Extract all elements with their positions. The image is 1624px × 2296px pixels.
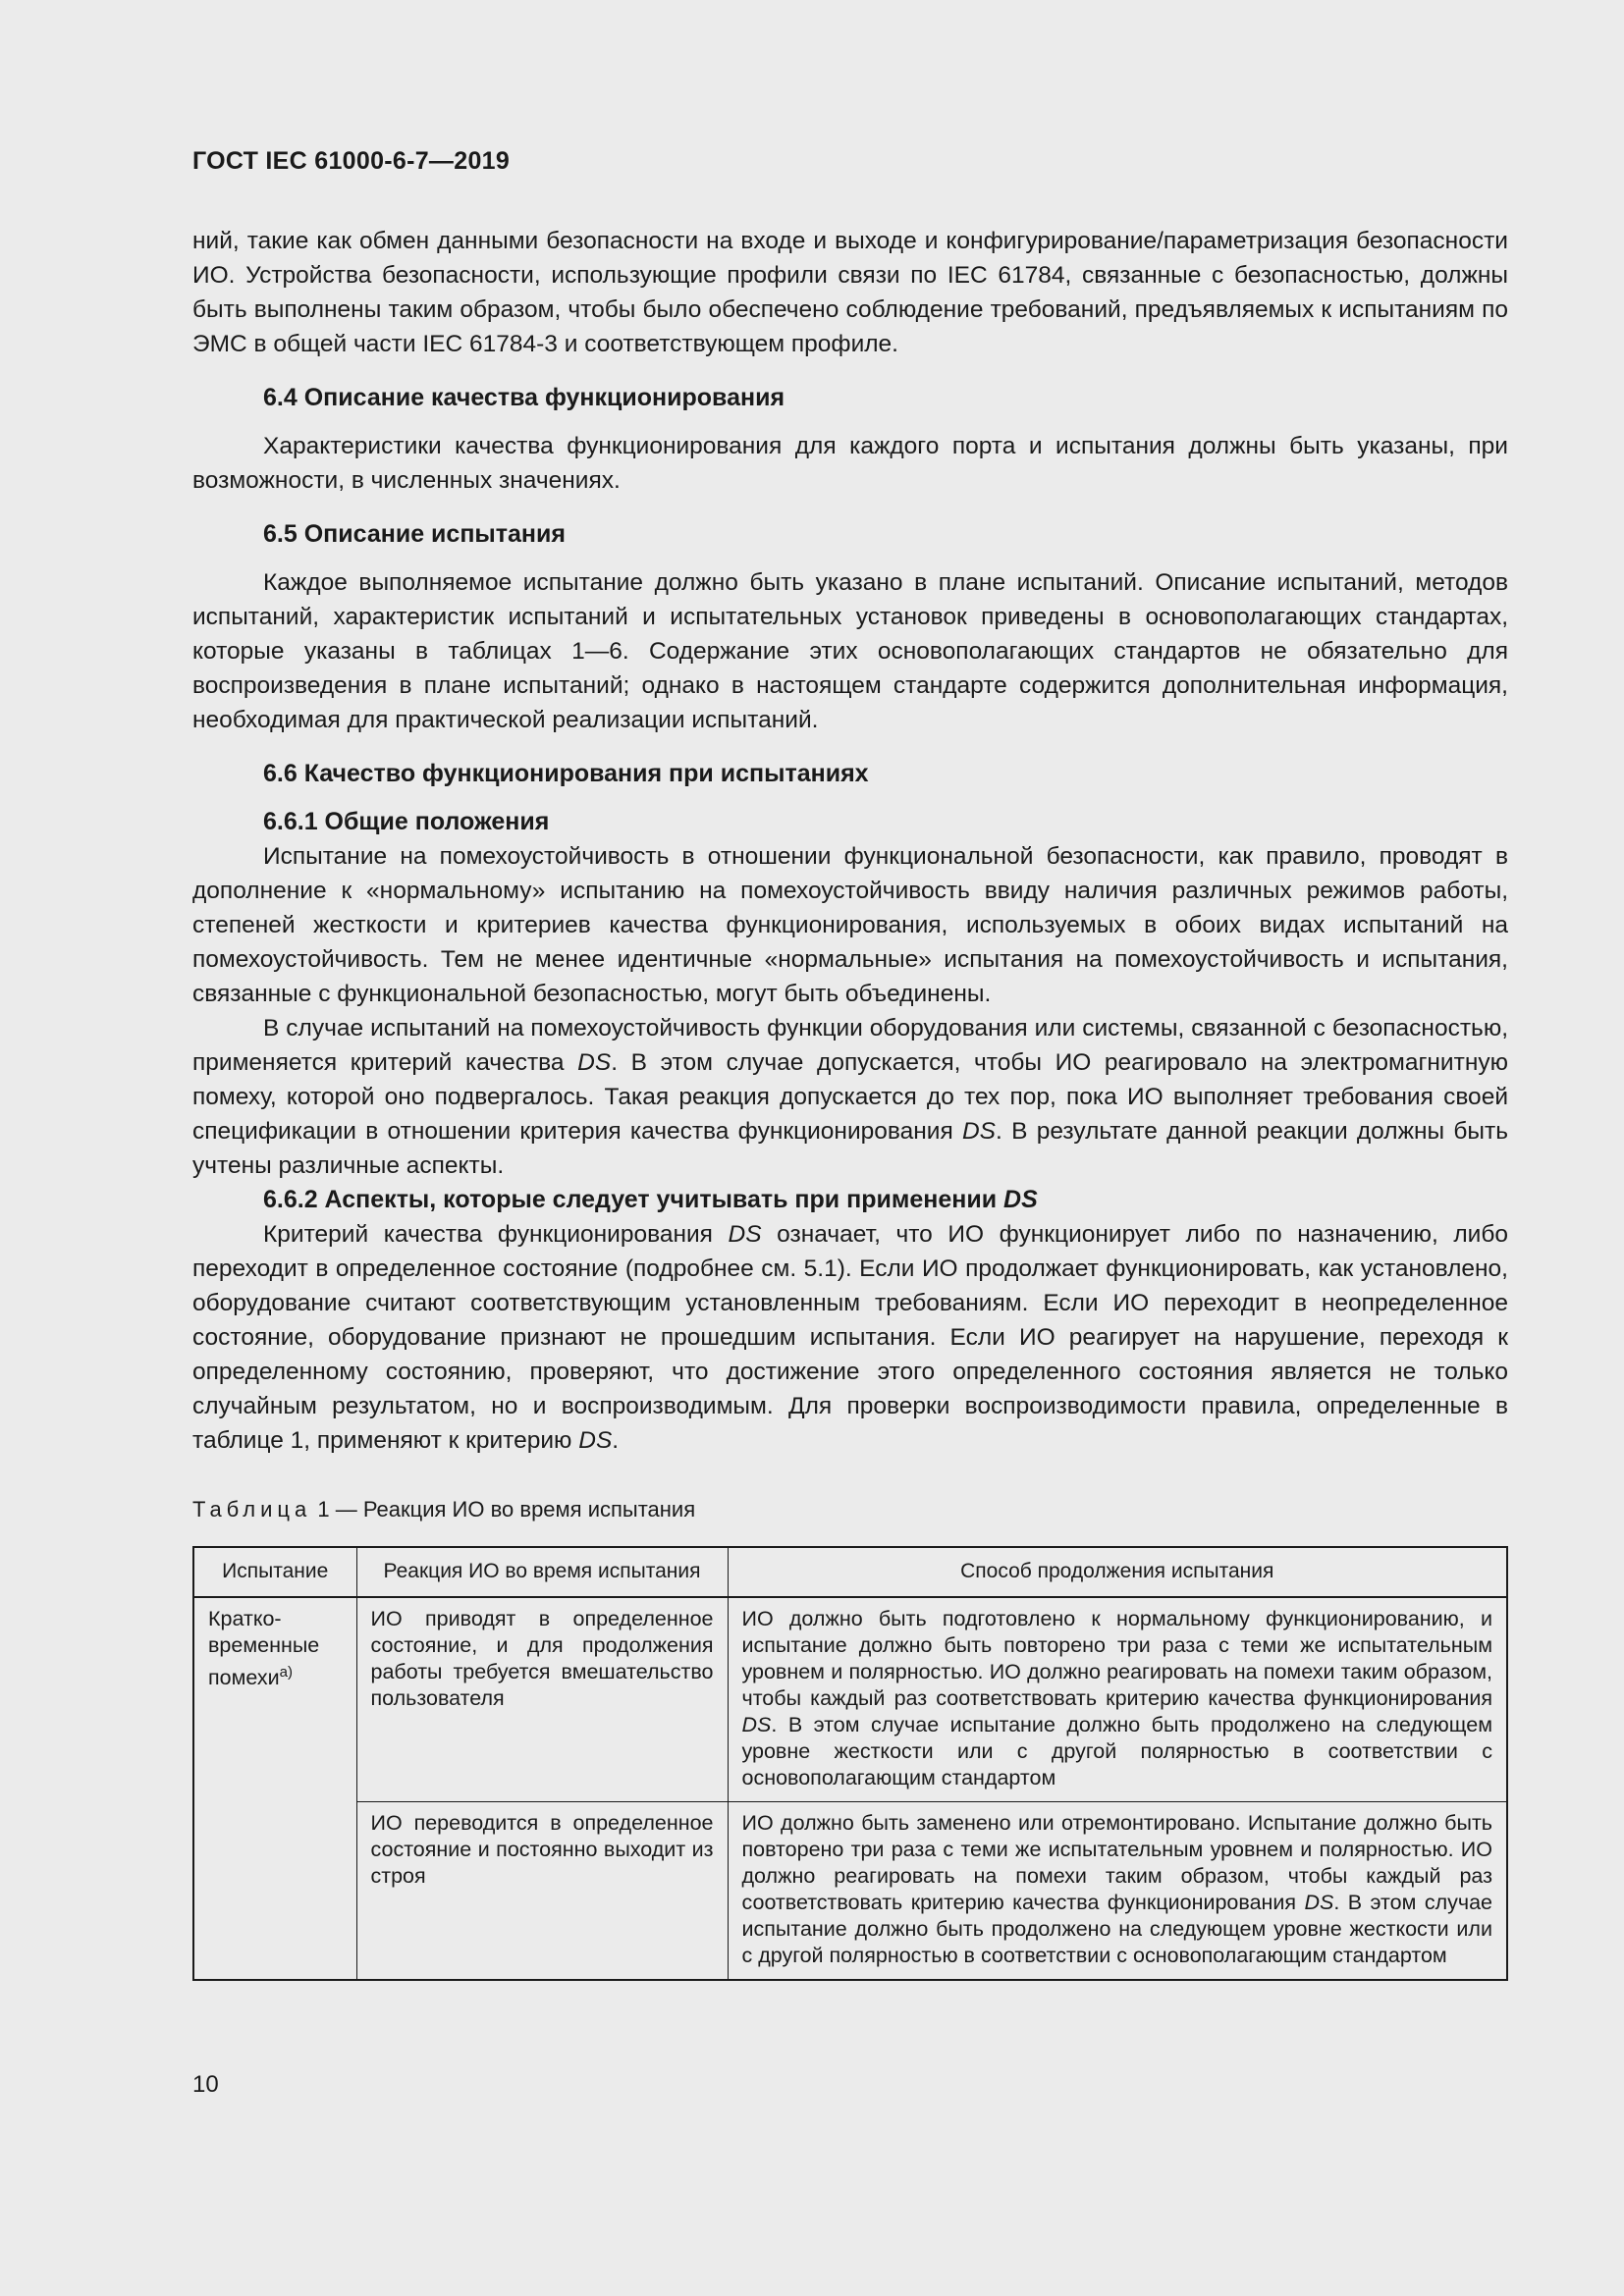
table-header-cell: Способ продолжения испытания [728,1547,1507,1597]
ds-criterion: DS [1003,1186,1038,1213]
table-header-cell: Испытание [193,1547,356,1597]
paragraph-6-6-2: Критерий качества функционирования DS означает, что ИО функционирует либо по назначению, либо переходит в определенное состояние (подробнее см. 5.1). Если ИО продолжает функционировать, как установлено, оборудование считают соответствующим установленным требованиям. Если ИО переходит в неопределенное состояние, оборудование признают не прошедшим испытания. Если ИО реагирует на нарушение, переходя к определенному состоянию, проверяют, что достижение этого определенного состояния является не только случайным результатом, но и воспроизводимым. Для проверки воспроизводимости правила, определенные в таблице 1, применяют к критерию DS. [192,1221,1508,1454]
ds-criterion: DS [741,1713,772,1736]
method-cell: ИО должно быть подготовлено к нормальному функционированию, и испытание должно быть повторено три раза с теми же испытательным уровнем и полярностью. ИО должно реагировать на помехи таким образом, чтобы каждый раз соответствовать критерию качества функционирования DS. В этом случае испытание должно быть продолжено на следующем уровне жесткости или с другой полярностью в соответствии с основополагающим стандартом [728,1597,1507,1802]
paragraph-6-4: Характеристики качества функционирования для каждого порта и испытания должны быть указаны, при возможности, в численных значениях. [192,433,1508,494]
section-heading-6-6: 6.6 Качество функционирования при испытаниях [263,760,869,787]
reaction-cell: ИО приводят в определенное состояние, и для продолжения работы требуется вмешательство пользователя [356,1597,728,1802]
ds-criterion: DS [728,1221,762,1248]
table-caption: Таблица 1 — Реакция ИО во время испытания [192,1497,696,1522]
section-heading-6-5: 6.5 Описание испытания [263,520,566,548]
document-header: ГОСТ IEC 61000-6-7—2019 [192,147,511,175]
test-name-cell: Кратко-временные помехи$^{а)}$ [193,1597,356,1980]
ds-criterion: DS [961,1118,997,1145]
ds-criterion: DS [578,1427,613,1454]
ds-criterion: DS [1304,1891,1334,1914]
page-number: 10 [192,2071,219,2098]
paragraph-6-5: Каждое выполняемое испытание должно быть указано в плане испытаний. Описание испытаний, методов испытаний, характеристик испытаний и испытательных установок приведены в основополагающих стандартах, которые указаны в таблицах 1—6. Содержание этих основополагающих стандартов не обязательно для воспроизведения в плане испытаний; однако в настоящем стандарте содержится дополнительная информация, необходимая для практической реализации испытаний. [192,569,1508,733]
table-header-row [193,1547,1507,1597]
reaction-table [192,1546,1508,1981]
table-header-cell: Реакция ИО во время испытания [356,1547,728,1597]
section-heading-6-4: 6.4 Описание качества функционирования [263,384,785,411]
reaction-cell: ИО переводится в определенное состояние и постоянно выходит из строя [356,1802,728,1981]
footnote-marker: а) [279,1664,293,1681]
table-row [193,1597,1507,1802]
section-heading-6-6-2: 6.6.2 Аспекты, которые следует учитывать при применении DS [263,1186,1038,1213]
table-row [193,1802,1507,1981]
ds-criterion: DS [577,1049,612,1076]
paragraph-6-6-1-a: Испытание на помехоустойчивость в отношении функциональной безопасности, как правило, проводят в дополнение к «нормальному» испытанию на помехоустойчивость ввиду наличия различных режимов работы, степеней жесткости и критериев качества функционирования, используемых в обоих видах испытаний на помехоустойчивость. Тем не менее идентичные «нормальные» испытания на помехоустойчивость и испытания, связанные с функциональной безопасностью, могут быть объединены. [192,843,1508,1007]
document-body [192,224,1508,1981]
paragraph-continuation: ний, такие как обмен данными безопасности на входе и выходе и конфигурирование/параметризация безопасности ИО. Устройства безопасности, использующие профили связи по IEC 61784, связанные с безопасностью, должны быть выполнены таким образом, чтобы было обеспечено соблюдение требований, предъявляемых к испытаниям по ЭМС в общей части IEC 61784-3 и соответствующем профиле. [192,228,1508,357]
paragraph-6-6-1-b: В случае испытаний на помехоустойчивость функции оборудования или системы, связанной с безопасностью, применяется критерий качества DS. В этом случае допускается, чтобы ИО реагировало на электромагнитную помеху, которой оно подвергалось. Такая реакция допускается до тех пор, пока ИО выполняет требования своей спецификации в отношении критерия качества функционирования DS. В результате данной реакции должны быть учтены различные аспекты. [192,1015,1508,1179]
method-cell: ИО должно быть заменено или отремонтировано. Испытание должно быть повторено три раза с теми же испытательным уровнем и полярностью. ИО должно реагировать на помехи таким образом, чтобы каждый раз соответствовать критерию качества функционирования DS. В этом случае испытание должно быть продолжено на следующем уровне жесткости или с другой полярностью в соответствии с основополагающим стандартом [728,1802,1507,1981]
section-heading-6-6-1: 6.6.1 Общие положения [263,808,550,835]
